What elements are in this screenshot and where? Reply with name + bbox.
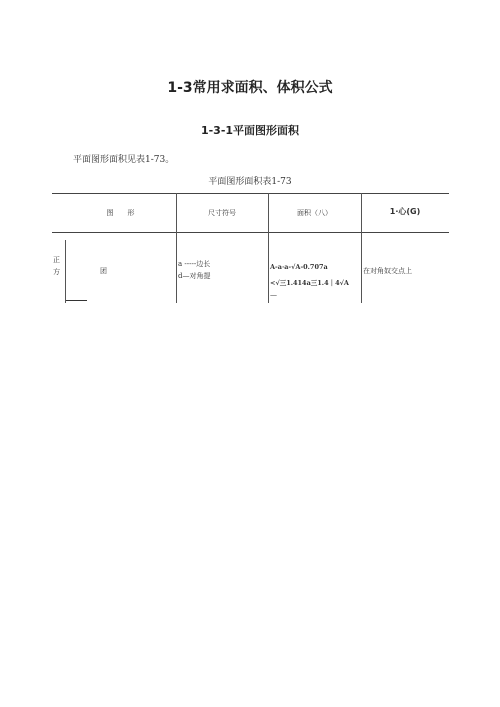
row-dimension-a: a -----边长 xyxy=(178,260,211,268)
table-row-rule xyxy=(65,300,87,301)
row-figure: 团 xyxy=(100,267,107,275)
header-area: 面积（八） xyxy=(297,209,332,217)
col-divider-inner xyxy=(65,240,66,303)
row-shape-name-2: 方 xyxy=(53,268,60,276)
row-shape-name-1: 正 xyxy=(53,256,60,264)
row-area-formula-1: A-a·a-√A-0.707a xyxy=(270,263,328,271)
table-header-rule xyxy=(52,232,449,233)
table-caption: 平面图形面积表1-73 xyxy=(208,177,292,187)
table-top-rule xyxy=(52,193,449,194)
row-dimension-d: d—对角提 xyxy=(178,272,211,280)
section-title: 1-3-1平面图形面积 xyxy=(200,124,300,137)
row-area-formula-2: <√三1.414a三1.4｜4√A xyxy=(270,279,349,287)
header-dimension-symbol: 尺寸符号 xyxy=(208,209,236,217)
header-shape: 图 形 xyxy=(106,209,135,217)
intro-text: 平面图形面积见表1-73。 xyxy=(73,155,175,165)
header-centroid: 1·心(G) xyxy=(389,207,421,216)
page-title: 1-3常用求面积、体积公式 xyxy=(167,80,333,96)
row-area-formula-3: — xyxy=(270,291,277,299)
row-centroid: 在对角奴交点上 xyxy=(363,267,412,275)
